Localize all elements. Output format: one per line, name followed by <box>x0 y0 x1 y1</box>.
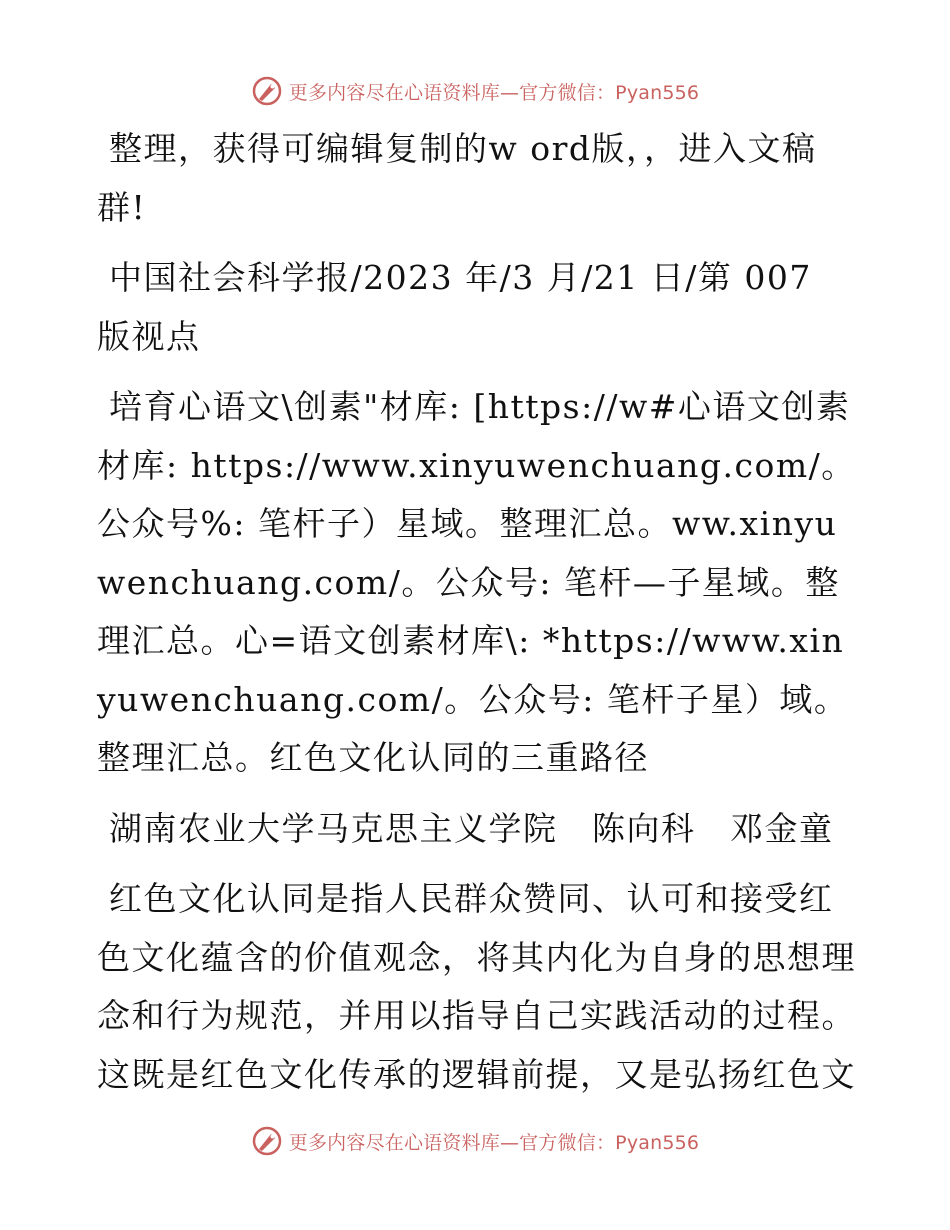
paragraph-source: 中国社会科学报/2023 年/3 月/21 日/第 007 版视点 <box>97 258 812 356</box>
paragraph-watermark-title: 培育心语文\创素"材库: [https://w#心语文创素材库: https://www.xinyuwenchuang.com/。公众号%: 笔杆子）星域。整理汇总。ww.xinyuwenchuang.com/。公众号: 笔杆—子星域。整理汇总。心=语文创素材库\: *https://www.xinyuwenchuang.com/。公众号: 笔杆子星）域。整理汇总。红色文化认同的三重路径 <box>97 387 856 777</box>
footer-banner <box>0 1121 950 1161</box>
banner-text: 更多内容尽在心语资料库—官方微信：Pyan556 <box>288 81 700 104</box>
pen-nib-logo-icon <box>251 75 283 107</box>
paragraph-authors: 湖南农业大学马克思主义学院 陈向科 邓金童 <box>109 808 834 848</box>
document-body <box>97 120 857 1116</box>
paragraph-body: 红色文化认同是指人民群众赞同、认可和接受红色文化蕴含的价值观念，将其内化为自身的思想理念和行为规范，并用以指导自己实践活动的过程。这既是红色文化传承的逻辑前提，又是弘扬红色文 <box>97 879 856 1094</box>
banner-text: 更多内容尽在心语资料库—官方微信：Pyan556 <box>288 1131 700 1154</box>
pen-nib-logo-icon <box>251 1125 283 1157</box>
paragraph-intro: 整理，获得可编辑复制的w ord版，，进入文稿群! <box>97 129 817 227</box>
header-banner <box>0 71 950 111</box>
